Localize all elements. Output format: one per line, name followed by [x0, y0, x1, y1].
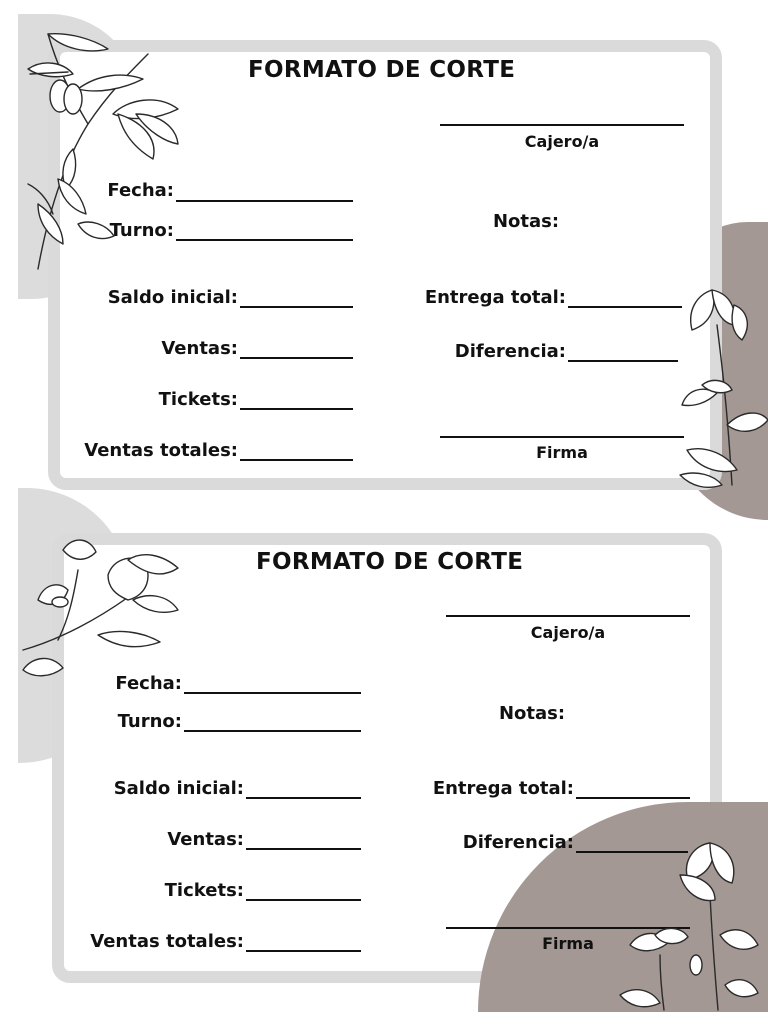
shift-field[interactable] — [184, 730, 361, 732]
date-field[interactable] — [176, 200, 353, 202]
date-label: Fecha: — [115, 673, 182, 694]
sales-field[interactable] — [246, 848, 361, 850]
sales-label: Ventas: — [161, 338, 238, 359]
sales-field[interactable] — [240, 357, 353, 359]
difference-label: Diferencia: — [454, 341, 566, 362]
total-sales-label: Ventas totales: — [90, 931, 244, 952]
floral-line-art-icon — [600, 835, 760, 1010]
floral-line-art-icon — [18, 14, 188, 274]
total-sales-field[interactable] — [240, 459, 353, 461]
total-sales-label: Ventas totales: — [84, 440, 238, 461]
opening-balance-field[interactable] — [240, 306, 353, 308]
date-label: Fecha: — [107, 180, 174, 201]
signature-caption: Firma — [542, 934, 594, 953]
difference-field[interactable] — [568, 360, 678, 362]
cashier-caption: Cajero/a — [524, 132, 600, 151]
cashier-signature-line[interactable] — [446, 615, 690, 617]
shift-label: Turno: — [117, 711, 182, 732]
date-field[interactable] — [184, 692, 361, 694]
signature-caption: Firma — [536, 443, 588, 462]
difference-label: Diferencia: — [462, 832, 574, 853]
opening-balance-label: Saldo inicial: — [107, 287, 238, 308]
total-delivery-field[interactable] — [576, 797, 690, 799]
shift-label: Turno: — [109, 220, 174, 241]
sales-label: Ventas: — [167, 829, 244, 850]
floral-line-art-icon — [18, 520, 188, 690]
signature-line[interactable] — [440, 436, 684, 438]
tickets-label: Tickets: — [158, 389, 238, 410]
form-title: FORMATO DE CORTE — [248, 57, 516, 83]
cashier-caption: Cajero/a — [530, 623, 606, 642]
form-title: FORMATO DE CORTE — [256, 549, 524, 575]
shift-field[interactable] — [176, 239, 353, 241]
opening-balance-label: Saldo inicial: — [113, 778, 244, 799]
total-delivery-label: Entrega total: — [432, 778, 574, 799]
total-delivery-field[interactable] — [568, 306, 682, 308]
cashier-signature-line[interactable] — [440, 124, 684, 126]
total-delivery-label: Entrega total: — [424, 287, 566, 308]
tickets-field[interactable] — [246, 899, 361, 901]
notes-label: Notas: — [492, 211, 560, 232]
total-sales-field[interactable] — [246, 950, 361, 952]
floral-line-art-icon — [672, 285, 768, 495]
notes-label: Notas: — [498, 703, 566, 724]
tickets-label: Tickets: — [164, 880, 244, 901]
tickets-field[interactable] — [240, 408, 353, 410]
opening-balance-field[interactable] — [246, 797, 361, 799]
